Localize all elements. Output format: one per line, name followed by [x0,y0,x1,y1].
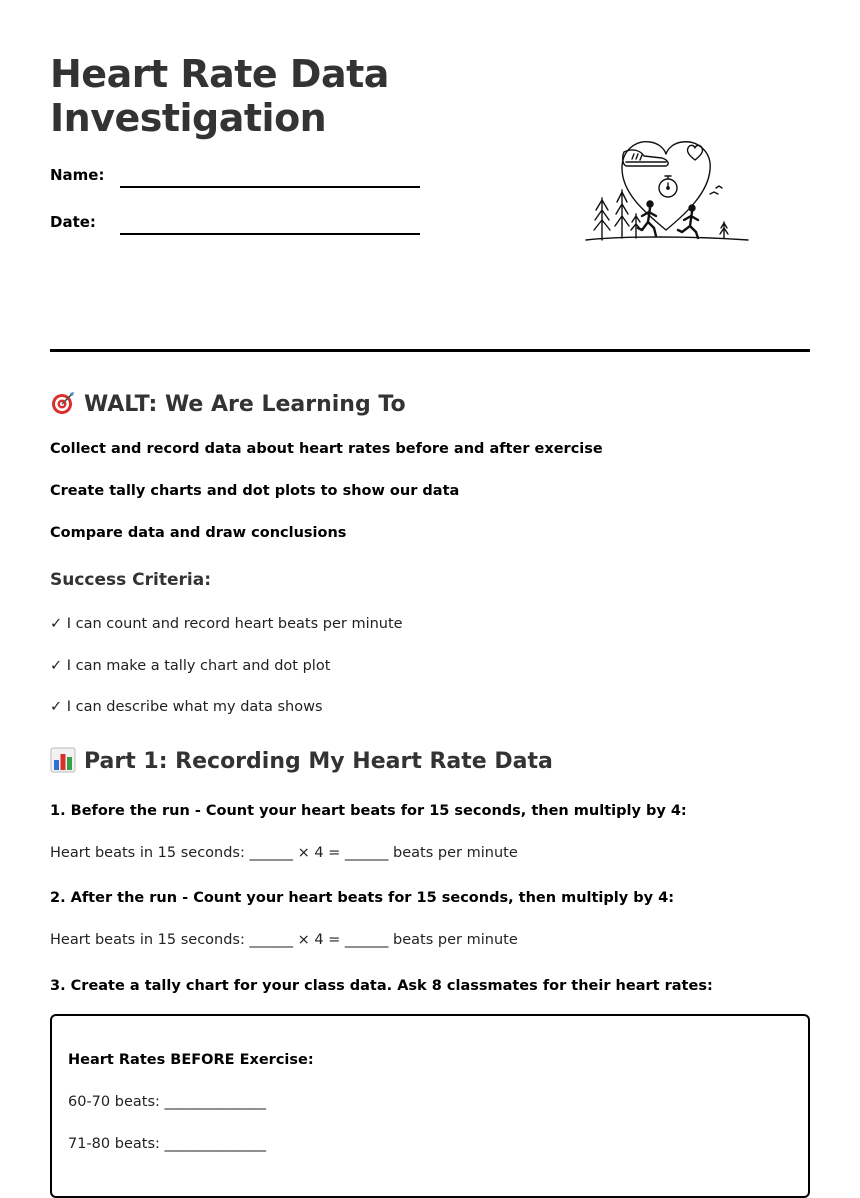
tally-chart-box [50,1014,810,1198]
date-label: Date: [50,213,96,231]
tally-row[interactable]: 60-70 beats: ______________ [68,1094,266,1110]
success-criteria-item: ✓ I can make a tally chart and dot plot [50,658,331,674]
target-icon [50,390,76,416]
success-criteria-item: ✓ I can count and record heart beats per minute [50,616,403,632]
part1-heading [50,747,553,774]
walt-item: Compare data and draw conclusions [50,525,347,541]
success-criteria-heading: Success Criteria: [50,570,212,590]
name-field[interactable] [120,186,420,188]
title-line-2: Investigation [50,96,327,140]
section-divider [50,349,810,352]
question-2-answer-line[interactable]: Heart beats in 15 seconds: ______ × 4 = ______ beats per minute [50,932,518,948]
heart-runners-illustration [582,130,752,250]
tally-row[interactable]: 71-80 beats: ______________ [68,1136,266,1152]
question-1-answer-line[interactable]: Heart beats in 15 seconds: ______ × 4 = ______ beats per minute [50,845,518,861]
question-2: 2. After the run - Count your heart beats for 15 seconds, then multiply by 4: [50,890,675,906]
walt-item: Create tally charts and dot plots to show our data [50,483,460,499]
bar-chart-icon [50,747,76,773]
part1-heading-text: Part 1: Recording My Heart Rate Data [84,749,553,774]
question-3: 3. Create a tally chart for your class data. Ask 8 classmates for their heart rates: [50,978,713,994]
walt-heading-text: WALT: We Are Learning To [84,392,406,417]
success-criteria-item: ✓ I can describe what my data shows [50,699,323,715]
page-title [50,52,470,140]
name-label: Name: [50,166,105,184]
title-line-1: Heart Rate Data [50,52,389,96]
walt-heading [50,390,406,417]
date-field[interactable] [120,233,420,235]
tally-title: Heart Rates BEFORE Exercise: [68,1052,314,1068]
walt-item: Collect and record data about heart rates before and after exercise [50,441,603,457]
question-1: 1. Before the run - Count your heart beats for 15 seconds, then multiply by 4: [50,803,687,819]
